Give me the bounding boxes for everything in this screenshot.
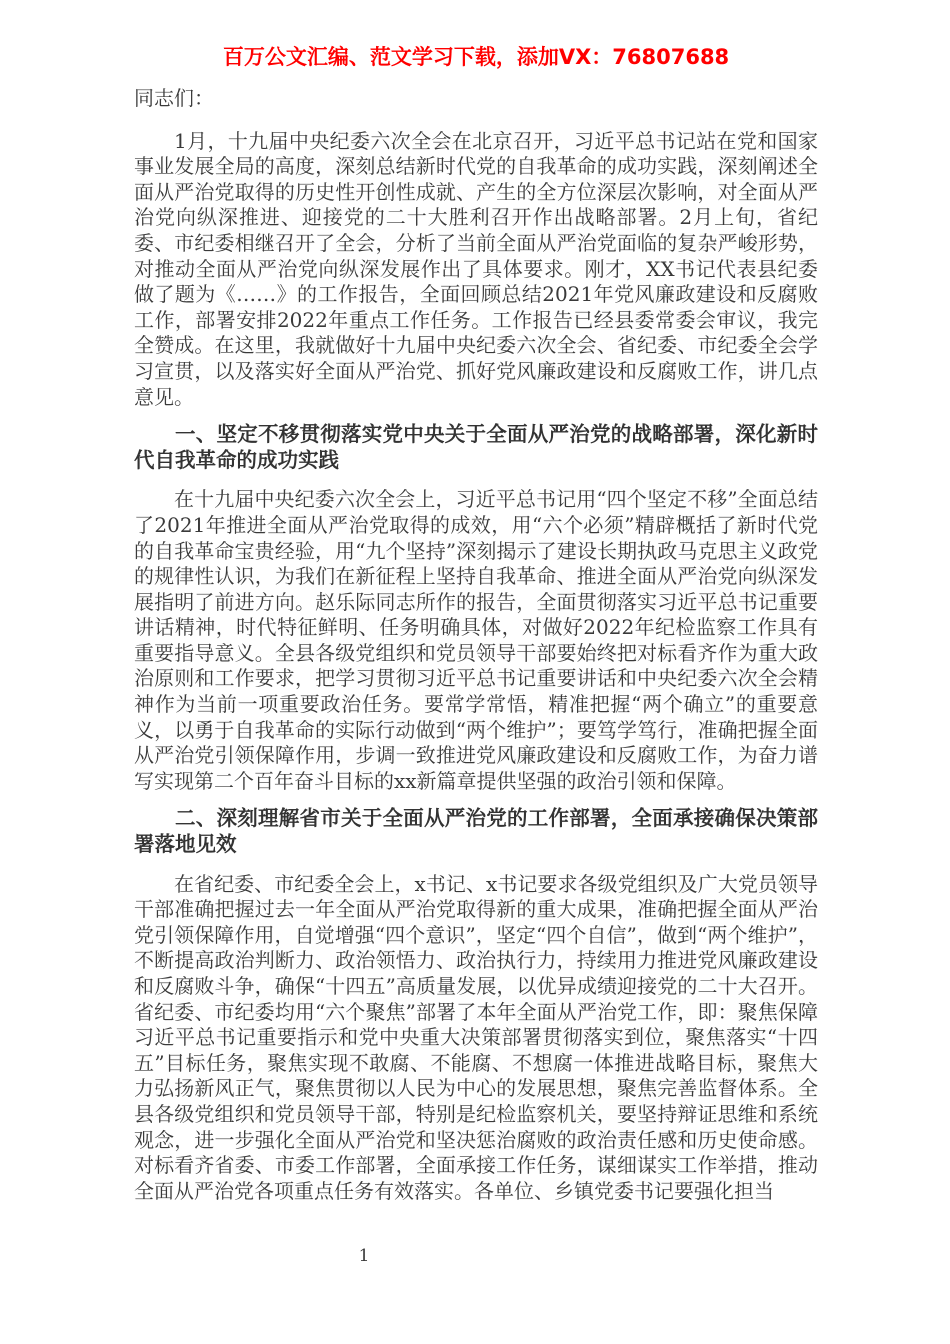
document-body xyxy=(134,86,818,1204)
section-1-heading: 一、坚定不移贯彻落实党中央关于全面从严治党的战略部署，深化新时代自我革命的成功实践 xyxy=(134,422,818,472)
section-1-paragraph: 在十九届中央纪委六次全会上，习近平总书记用“四个坚定不移”全面总结了2021年推进全面从严治党取得的成效，用“六个必须”精辟概括了新时代党的自我革命宝贵经验，用“九个坚持”深刻揭示了建设长期执政马克思主义政党的规律性认识，为我们在新征程上坚持自我革命、推进全面从严治党向纵深发展指明了前进方向。赵乐际同志所作的报告，全面贯彻落实习近平总书记重要讲话精神，时代特征鲜明、任务明确具体，对做好2022年纪检监察工作具有重要指导意义。全县各级党组织和党员领导干部要始终把对标看齐作为重大政治原则和工作要求，把学习贯彻习近平总书记重要讲话和中央纪委六次全会精神作为当前一项重要政治任务。要常学常悟，精准把握“两个确立”的重要意义，以勇于自我革命的实际行动做到“两个维护”；要笃学笃行，准确把握全面从严治党引领保障作用，步调一致推进党风廉政建设和反腐败工作，为奋力谱写实现第二个百年奋斗目标的xx新篇章提供坚强的政治引领和保障。 xyxy=(134,487,818,793)
section-2-heading: 二、深刻理解省市关于全面从严治党的工作部署，全面承接确保决策部署落地见效 xyxy=(134,806,818,857)
page-number: 1 xyxy=(358,1246,370,1266)
watermark-header: 百万公文汇编、范文学习下载，添加VX：76807688 xyxy=(222,45,730,69)
salutation: 同志们： xyxy=(134,86,214,110)
opening-paragraph: 1月，十九届中央纪委六次全会在北京召开，习近平总书记站在党和国家事业发展全局的高度，深刻总结新时代党的自我革命的成功实践，深刻阐述全面从严治党取得的历史性开创性成就、产生的全方位深层次影响，对全面从严治党向纵深推进、迎接党的二十大胜利召开作出战略部署。2月上旬，省纪委、市纪委相继召开了全会，分析了当前全面从严治党面临的复杂严峻形势，对推动全面从严治党向纵深发展作出了具体要求。刚才，XX书记代表县纪委做了题为《……》的工作报告，全面回顾总结2021年党风廉政建设和反腐败工作，部署安排2022年重点工作任务。工作报告已经县委常委会审议，我完全赞成。在这里，我就做好十九届中央纪委六次全会、省纪委、市纪委全会学习宣贯，以及落实好全面从严治党、抓好党风廉政建设和反腐败工作，讲几点意见。 xyxy=(134,128,818,409)
section-2-paragraph: 在省纪委、市纪委全会上，x书记、x书记要求各级党组织及广大党员领导干部准确把握过去一年全面从严治党取得新的重大成果，准确把握全面从严治党引领保障作用，自觉增强“四个意识”，坚定“四个自信”，做到“两个维护”，不断提高政治判断力、政治领悟力、政治执行力，持续用力推进党风廉政建设和反腐败斗争，确保“十四五”高质量发展，以优异成绩迎接党的二十大召开。省纪委、市纪委均用“六个聚焦”部署了本年全面从严治党工作，即：聚焦保障习近平总书记重要指示和党中央重大决策部署贯彻落实到位，聚焦落实“十四五”目标任务，聚焦实现不敢腐、不能腐、不想腐一体推进战略目标，聚焦大力弘扬新风正气，聚焦贯彻以人民为中心的发展思想，聚焦完善监督体系。全县各级党组织和党员领导干部，特别是纪检监察机关，要坚持辩证思维和系统观念，进一步强化全面从严治党和坚决惩治腐败的政治责任感和历史使命感。对标看齐省委、市委工作部署，全面承接工作任务，谋细谋实工作举措，推动全面从严治党各项重点任务有效落实。各单位、乡镇党委书记要强化担当 xyxy=(134,871,818,1203)
